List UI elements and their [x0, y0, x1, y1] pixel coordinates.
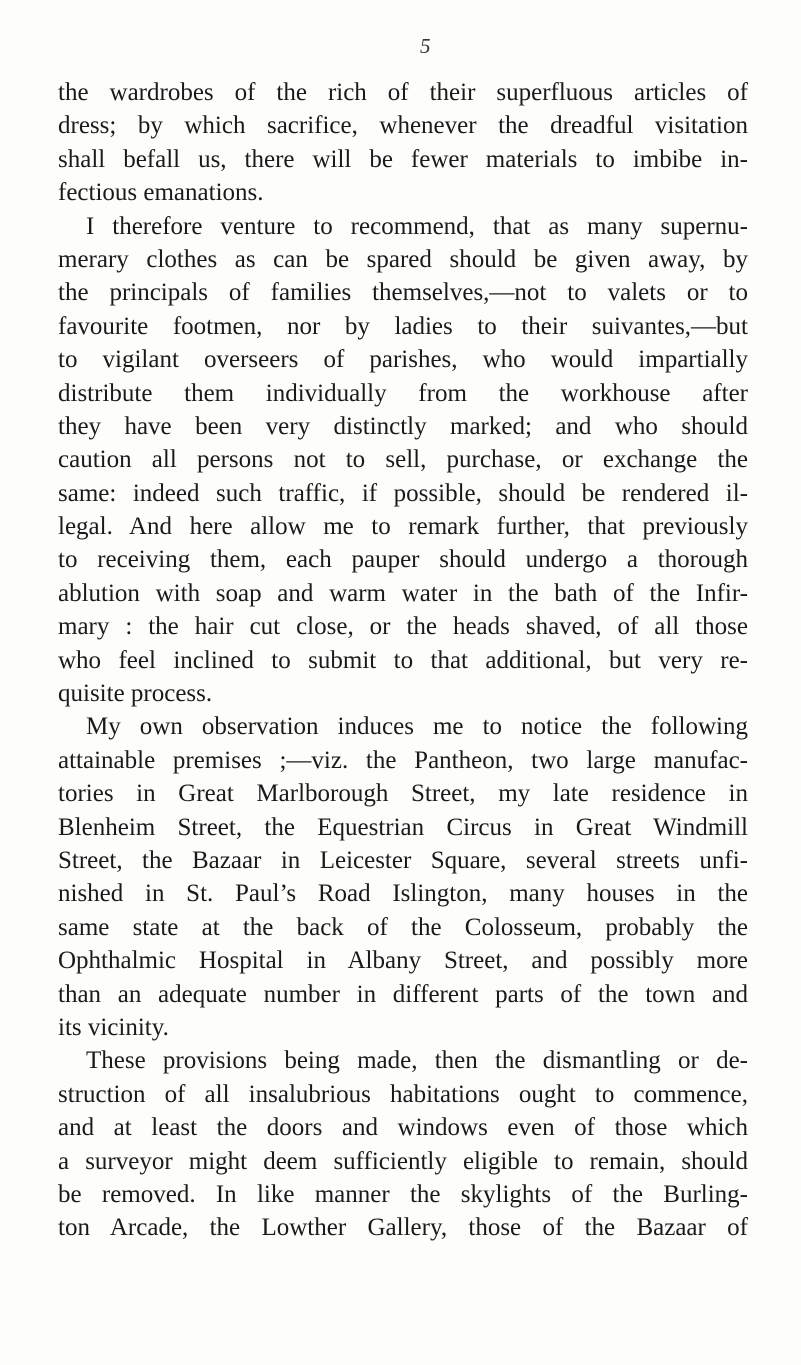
- body-text: [58, 76, 748, 1245]
- text-line: shall befall us, there will be fewer materials to imbibe in-: [58, 145, 748, 173]
- text-line: I therefore venture to recommend, that as many supernu-: [86, 212, 748, 240]
- text-line: Blenheim Street, the Equestrian Circus in Great Windmill: [58, 813, 748, 841]
- text-line: fectious emanations.: [58, 179, 264, 207]
- text-line: a surveyor might deem sufficiently eligible to remain, should: [58, 1147, 748, 1175]
- text-line: ton Arcade, the Lowther Gallery, those of the Bazaar of: [58, 1214, 748, 1242]
- text-line: to vigilant overseers of parishes, who would impartially: [58, 346, 748, 374]
- text-line: attainable premises ;—viz. the Pantheon, two large manufac-: [58, 746, 748, 774]
- text-line: favourite footmen, nor by ladies to their suivantes,—but: [58, 312, 748, 340]
- text-line: be removed. In like manner the skylights of the Burling-: [58, 1180, 748, 1208]
- text-line: merary clothes as can be spared should be given away, by: [58, 245, 748, 273]
- text-line: the principals of families themselves,—not to valets or to: [58, 279, 748, 307]
- text-line: they have been very distinctly marked; and who should: [58, 412, 748, 440]
- text-line: Ophthalmic Hospital in Albany Street, and possibly more: [58, 947, 748, 975]
- text-line: same: indeed such traffic, if possible, should be rendered il-: [58, 479, 748, 507]
- text-line: tories in Great Marlborough Street, my late residence in: [58, 780, 748, 808]
- text-line: mary : the hair cut close, or the heads shaved, of all those: [58, 613, 748, 641]
- text-line: its vicinity.: [58, 1013, 169, 1041]
- text-line: These provisions being made, then the dismantling or de-: [86, 1047, 748, 1075]
- text-line: Street, the Bazaar in Leicester Square, several streets unfi-: [58, 846, 748, 874]
- page-number: 5: [420, 34, 431, 58]
- text-line: who feel inclined to submit to that additional, but very re-: [58, 646, 748, 674]
- text-line: ablution with soap and warm water in the bath of the Infir-: [58, 579, 748, 607]
- text-line: than an adequate number in different parts of the town and: [58, 980, 748, 1008]
- text-line: My own observation induces me to notice the following: [86, 713, 748, 741]
- text-line: the wardrobes of the rich of their superfluous articles of: [58, 79, 748, 106]
- text-line: quisite process.: [58, 680, 213, 708]
- text-line: struction of all insalubrious habitations ought to commence,: [58, 1080, 748, 1108]
- text-line: same state at the back of the Colosseum, probably the: [58, 913, 748, 941]
- text-line: to receiving them, each pauper should undergo a thorough: [58, 546, 748, 574]
- text-line: legal. And here allow me to remark further, that previously: [58, 513, 748, 541]
- text-line: distribute them individually from the workhouse after: [58, 379, 748, 407]
- text-line: nished in St. Paul’s Road Islington, many houses in the: [58, 880, 748, 908]
- text-line: dress; by which sacrifice, whenever the dreadful visitation: [58, 112, 748, 140]
- text-line: and at least the doors and windows even of those which: [58, 1114, 748, 1142]
- text-line: caution all persons not to sell, purchase, or exchange the: [58, 446, 748, 474]
